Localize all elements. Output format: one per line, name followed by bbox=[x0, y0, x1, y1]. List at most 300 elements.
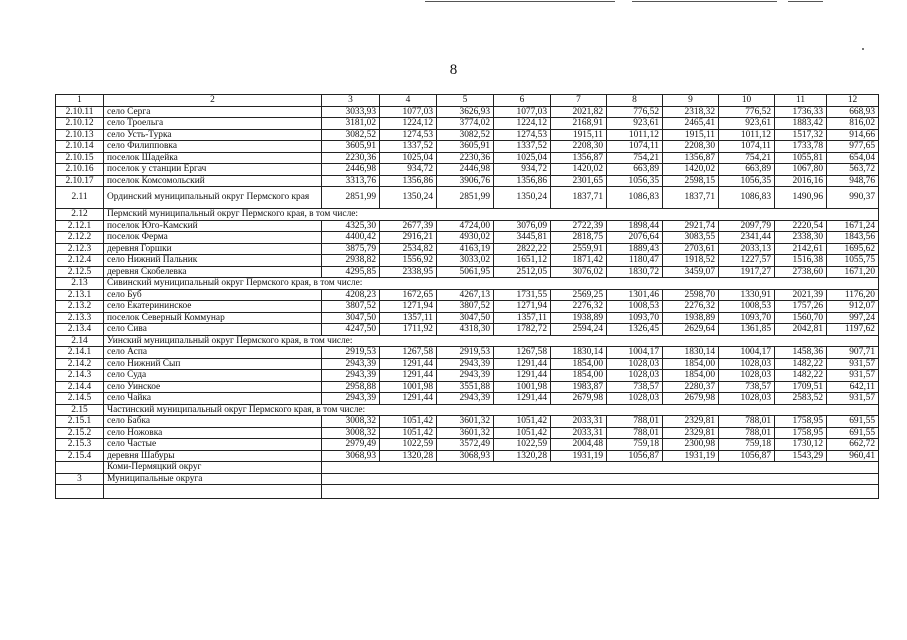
scan-speck bbox=[862, 48, 864, 50]
value-cell: 1093,70 bbox=[607, 312, 663, 324]
value-cell: 1056,35 bbox=[607, 175, 663, 187]
value-cell: 1274,53 bbox=[380, 129, 437, 141]
value-cell: 1837,71 bbox=[551, 187, 607, 209]
value-cell: 3774,02 bbox=[437, 118, 494, 130]
table-row bbox=[56, 187, 879, 209]
empty-cell bbox=[322, 473, 879, 485]
row-code: 2.13.1 bbox=[56, 289, 104, 301]
value-cell: 1051,42 bbox=[380, 416, 437, 428]
settlement-name: село Нижний Сып bbox=[104, 358, 322, 370]
table-row bbox=[56, 243, 879, 255]
value-cell: 1267,58 bbox=[380, 347, 437, 359]
settlement-name: село Буб bbox=[104, 289, 322, 301]
table-row bbox=[56, 450, 879, 462]
value-cell: 2230,36 bbox=[437, 152, 494, 164]
value-cell: 1918,52 bbox=[663, 255, 719, 267]
value-cell: 1022,59 bbox=[494, 439, 551, 451]
settlement-name: село Уинское bbox=[104, 381, 322, 393]
value-cell: 2142,61 bbox=[775, 243, 827, 255]
value-cell: 2943,39 bbox=[322, 358, 380, 370]
value-cell: 2338,30 bbox=[775, 232, 827, 244]
value-cell: 2818,75 bbox=[551, 232, 607, 244]
table-row bbox=[56, 324, 879, 336]
settlement-name: село Аспа bbox=[104, 347, 322, 359]
value-cell: 759,18 bbox=[719, 439, 775, 451]
value-cell: 990,37 bbox=[827, 187, 879, 209]
value-cell: 1898,44 bbox=[607, 220, 663, 232]
table-row bbox=[56, 301, 879, 313]
value-cell: 2033,31 bbox=[551, 427, 607, 439]
value-cell: 2208,30 bbox=[551, 141, 607, 153]
value-cell: 912,07 bbox=[827, 301, 879, 313]
value-cell: 2943,39 bbox=[437, 393, 494, 405]
table-row bbox=[56, 220, 879, 232]
value-cell: 3076,02 bbox=[551, 266, 607, 278]
value-cell: 2679,98 bbox=[551, 393, 607, 405]
value-cell: 1074,11 bbox=[607, 141, 663, 153]
value-cell: 1854,00 bbox=[551, 358, 607, 370]
value-cell: 1758,95 bbox=[775, 427, 827, 439]
value-cell: 2598,15 bbox=[663, 175, 719, 187]
table-row bbox=[56, 106, 879, 118]
value-cell: 1028,03 bbox=[719, 370, 775, 382]
value-cell: 1001,98 bbox=[380, 381, 437, 393]
value-cell: 1055,81 bbox=[775, 152, 827, 164]
row-code: 2.12.1 bbox=[56, 220, 104, 232]
value-cell: 2276,32 bbox=[663, 301, 719, 313]
column-header: 12 bbox=[827, 95, 879, 107]
table-row bbox=[56, 427, 879, 439]
value-cell: 934,72 bbox=[494, 164, 551, 176]
value-cell: 2722,39 bbox=[551, 220, 607, 232]
value-cell: 4318,30 bbox=[437, 324, 494, 336]
value-cell: 3033,02 bbox=[437, 255, 494, 267]
row-code: 2.10.12 bbox=[56, 118, 104, 130]
value-cell: 923,61 bbox=[607, 118, 663, 130]
value-cell: 788,01 bbox=[607, 416, 663, 428]
row-code: 2.14.1 bbox=[56, 347, 104, 359]
table-row bbox=[56, 255, 879, 267]
value-cell: 776,52 bbox=[607, 106, 663, 118]
value-cell: 2042,81 bbox=[775, 324, 827, 336]
value-cell: 1733,78 bbox=[775, 141, 827, 153]
column-header: 2 bbox=[104, 95, 322, 107]
value-cell: 1357,11 bbox=[494, 312, 551, 324]
value-cell: 1915,11 bbox=[663, 129, 719, 141]
value-cell: 1176,20 bbox=[827, 289, 879, 301]
value-cell: 776,52 bbox=[719, 106, 775, 118]
value-cell: 960,41 bbox=[827, 450, 879, 462]
value-cell: 931,57 bbox=[827, 393, 879, 405]
value-cell: 914,66 bbox=[827, 129, 879, 141]
table-row bbox=[56, 175, 879, 187]
value-cell: 2016,16 bbox=[775, 175, 827, 187]
value-cell: 1028,03 bbox=[719, 358, 775, 370]
row-code: 2.13.4 bbox=[56, 324, 104, 336]
value-cell: 2851,99 bbox=[322, 187, 380, 209]
value-cell: 2919,53 bbox=[322, 347, 380, 359]
value-cell: 3807,52 bbox=[322, 301, 380, 313]
value-cell: 4247,50 bbox=[322, 324, 380, 336]
value-cell: 2943,39 bbox=[322, 370, 380, 382]
value-cell: 2916,21 bbox=[380, 232, 437, 244]
row-code: 2.15.2 bbox=[56, 427, 104, 439]
table-row bbox=[56, 416, 879, 428]
row-code: 2.13.3 bbox=[56, 312, 104, 324]
value-cell: 691,55 bbox=[827, 416, 879, 428]
value-cell: 2301,65 bbox=[551, 175, 607, 187]
header-row bbox=[56, 95, 879, 107]
row-code: 2.12.3 bbox=[56, 243, 104, 255]
row-code: 2.14.4 bbox=[56, 381, 104, 393]
section-row bbox=[56, 278, 879, 290]
value-cell: 1915,11 bbox=[551, 129, 607, 141]
value-cell: 948,76 bbox=[827, 175, 879, 187]
value-cell: 1458,36 bbox=[775, 347, 827, 359]
value-cell: 662,72 bbox=[827, 439, 879, 451]
value-cell: 1350,24 bbox=[380, 187, 437, 209]
section-title: Пермский муниципальный округ Пермского края, в том числе: bbox=[104, 209, 879, 221]
value-cell: 3605,91 bbox=[437, 141, 494, 153]
table-row bbox=[56, 370, 879, 382]
value-cell: 1482,22 bbox=[775, 370, 827, 382]
row-code: 2.15.1 bbox=[56, 416, 104, 428]
value-cell: 2168,91 bbox=[551, 118, 607, 130]
value-cell: 1074,11 bbox=[719, 141, 775, 153]
value-cell: 1361,85 bbox=[719, 324, 775, 336]
value-cell: 1224,12 bbox=[494, 118, 551, 130]
value-cell: 738,57 bbox=[607, 381, 663, 393]
value-cell: 3008,32 bbox=[322, 427, 380, 439]
column-header: 10 bbox=[719, 95, 775, 107]
value-cell: 2979,49 bbox=[322, 439, 380, 451]
value-cell: 2677,39 bbox=[380, 220, 437, 232]
value-cell: 1356,87 bbox=[663, 152, 719, 164]
value-cell: 2318,32 bbox=[663, 106, 719, 118]
row-code: 2.13 bbox=[56, 278, 104, 290]
section-row bbox=[56, 209, 879, 221]
value-cell: 1695,62 bbox=[827, 243, 879, 255]
row-code: 2.14 bbox=[56, 335, 104, 347]
row-code: 2.10.11 bbox=[56, 106, 104, 118]
value-cell: 1356,86 bbox=[494, 175, 551, 187]
value-cell: 1227,57 bbox=[719, 255, 775, 267]
value-cell: 3445,81 bbox=[494, 232, 551, 244]
value-cell: 1197,62 bbox=[827, 324, 879, 336]
value-cell: 2465,41 bbox=[663, 118, 719, 130]
value-cell: 2921,74 bbox=[663, 220, 719, 232]
value-cell: 1028,03 bbox=[607, 393, 663, 405]
value-cell: 1077,03 bbox=[494, 106, 551, 118]
value-cell: 5061,95 bbox=[437, 266, 494, 278]
table-row bbox=[56, 266, 879, 278]
value-cell: 1025,04 bbox=[380, 152, 437, 164]
value-cell: 1854,00 bbox=[663, 370, 719, 382]
value-cell: 3551,88 bbox=[437, 381, 494, 393]
column-header: 7 bbox=[551, 95, 607, 107]
value-cell: 2300,98 bbox=[663, 439, 719, 451]
table-row bbox=[56, 141, 879, 153]
settlement-name: село Бабка bbox=[104, 416, 322, 428]
value-cell: 2097,79 bbox=[719, 220, 775, 232]
settlement-name: село Сива bbox=[104, 324, 322, 336]
value-cell: 1757,26 bbox=[775, 301, 827, 313]
value-cell: 1983,87 bbox=[551, 381, 607, 393]
value-cell: 931,57 bbox=[827, 370, 879, 382]
row-code: 2.12.2 bbox=[56, 232, 104, 244]
value-cell: 3068,93 bbox=[437, 450, 494, 462]
value-cell: 759,18 bbox=[607, 439, 663, 451]
value-cell: 1291,44 bbox=[494, 393, 551, 405]
value-cell: 3033,93 bbox=[322, 106, 380, 118]
value-cell: 1028,03 bbox=[607, 358, 663, 370]
value-cell: 2329,81 bbox=[663, 416, 719, 428]
settlement-name: поселок Ферма bbox=[104, 232, 322, 244]
value-cell: 663,89 bbox=[607, 164, 663, 176]
value-cell: 931,57 bbox=[827, 358, 879, 370]
value-cell: 1889,43 bbox=[607, 243, 663, 255]
row-code: 2.10.17 bbox=[56, 175, 104, 187]
value-cell: 2033,31 bbox=[551, 416, 607, 428]
heading-row bbox=[56, 462, 879, 474]
value-cell: 1028,03 bbox=[607, 370, 663, 382]
value-cell: 1301,46 bbox=[607, 289, 663, 301]
value-cell: 3906,76 bbox=[437, 175, 494, 187]
value-cell: 1560,70 bbox=[775, 312, 827, 324]
empty-cell bbox=[322, 462, 879, 474]
value-cell: 4295,85 bbox=[322, 266, 380, 278]
value-cell: 2943,39 bbox=[437, 358, 494, 370]
value-cell: 2004,48 bbox=[551, 439, 607, 451]
value-cell: 1830,72 bbox=[607, 266, 663, 278]
section-row bbox=[56, 335, 879, 347]
value-cell: 816,02 bbox=[827, 118, 879, 130]
value-cell: 3008,32 bbox=[322, 416, 380, 428]
settlement-name: поселок Шадейка bbox=[104, 152, 322, 164]
value-cell: 3601,32 bbox=[437, 416, 494, 428]
table-row bbox=[56, 232, 879, 244]
value-cell: 4400,42 bbox=[322, 232, 380, 244]
column-header: 6 bbox=[494, 95, 551, 107]
row-code: 2.15.3 bbox=[56, 439, 104, 451]
value-cell: 2559,91 bbox=[551, 243, 607, 255]
value-cell: 1671,24 bbox=[827, 220, 879, 232]
value-cell: 997,24 bbox=[827, 312, 879, 324]
value-cell: 2943,39 bbox=[322, 393, 380, 405]
value-cell: 1883,42 bbox=[775, 118, 827, 130]
value-cell: 1008,53 bbox=[607, 301, 663, 313]
value-cell: 1055,75 bbox=[827, 255, 879, 267]
value-cell: 2534,82 bbox=[380, 243, 437, 255]
value-cell: 1651,12 bbox=[494, 255, 551, 267]
value-cell: 1093,70 bbox=[719, 312, 775, 324]
value-cell: 3047,50 bbox=[437, 312, 494, 324]
value-cell: 934,72 bbox=[380, 164, 437, 176]
value-cell: 2851,99 bbox=[437, 187, 494, 209]
column-header: 8 bbox=[607, 95, 663, 107]
tariff-table bbox=[55, 94, 879, 499]
table-row bbox=[56, 312, 879, 324]
settlement-name: село Троельга bbox=[104, 118, 322, 130]
value-cell: 2021,39 bbox=[775, 289, 827, 301]
row-code: 2.14.3 bbox=[56, 370, 104, 382]
value-cell: 1001,98 bbox=[494, 381, 551, 393]
value-cell: 1420,02 bbox=[663, 164, 719, 176]
settlement-name: село Серга bbox=[104, 106, 322, 118]
column-header: 11 bbox=[775, 95, 827, 107]
row-code: 2.15.4 bbox=[56, 450, 104, 462]
value-cell: 1291,44 bbox=[380, 370, 437, 382]
settlement-name: деревня Горшки bbox=[104, 243, 322, 255]
value-cell: 691,55 bbox=[827, 427, 879, 439]
value-cell: 1917,27 bbox=[719, 266, 775, 278]
section-title: Уинский муниципальный округ Пермского края, в том числе: bbox=[104, 335, 879, 347]
value-cell: 2208,30 bbox=[663, 141, 719, 153]
value-cell: 2569,25 bbox=[551, 289, 607, 301]
value-cell: 3807,52 bbox=[437, 301, 494, 313]
value-cell: 1004,17 bbox=[719, 347, 775, 359]
value-cell: 1517,32 bbox=[775, 129, 827, 141]
value-cell: 1931,19 bbox=[663, 450, 719, 462]
column-header: 4 bbox=[380, 95, 437, 107]
value-cell: 4208,23 bbox=[322, 289, 380, 301]
value-cell: 2076,64 bbox=[607, 232, 663, 244]
row-code: 2.10.14 bbox=[56, 141, 104, 153]
value-cell: 2598,70 bbox=[663, 289, 719, 301]
value-cell: 1051,42 bbox=[494, 427, 551, 439]
value-cell: 1337,52 bbox=[380, 141, 437, 153]
value-cell: 1516,38 bbox=[775, 255, 827, 267]
value-cell: 2943,39 bbox=[437, 370, 494, 382]
table-row bbox=[56, 152, 879, 164]
settlement-name: село Нижний Пальник bbox=[104, 255, 322, 267]
row-code: 2.15 bbox=[56, 404, 104, 416]
page-number: 8 bbox=[449, 62, 458, 78]
column-header: 1 bbox=[56, 95, 104, 107]
settlement-name: поселок Юго-Камский bbox=[104, 220, 322, 232]
value-cell: 1004,17 bbox=[607, 347, 663, 359]
settlement-name: село Филипповка bbox=[104, 141, 322, 153]
value-cell: 1267,58 bbox=[494, 347, 551, 359]
scan-top-edge bbox=[0, 0, 907, 4]
value-cell: 2512,05 bbox=[494, 266, 551, 278]
value-cell: 1709,51 bbox=[775, 381, 827, 393]
value-cell: 1056,87 bbox=[719, 450, 775, 462]
value-cell: 2738,60 bbox=[775, 266, 827, 278]
row-code: 2.14.5 bbox=[56, 393, 104, 405]
value-cell: 907,71 bbox=[827, 347, 879, 359]
row-code bbox=[56, 462, 104, 474]
value-cell: 3047,50 bbox=[322, 312, 380, 324]
value-cell: 4267,13 bbox=[437, 289, 494, 301]
value-cell: 1830,14 bbox=[551, 347, 607, 359]
value-cell: 1736,33 bbox=[775, 106, 827, 118]
value-cell: 754,21 bbox=[607, 152, 663, 164]
table-row bbox=[56, 381, 879, 393]
value-cell: 2958,88 bbox=[322, 381, 380, 393]
value-cell: 1291,44 bbox=[380, 393, 437, 405]
value-cell: 977,65 bbox=[827, 141, 879, 153]
value-cell: 1180,47 bbox=[607, 255, 663, 267]
value-cell: 1056,35 bbox=[719, 175, 775, 187]
value-cell: 1337,52 bbox=[494, 141, 551, 153]
column-header: 5 bbox=[437, 95, 494, 107]
value-cell: 1356,87 bbox=[551, 152, 607, 164]
value-cell: 2341,44 bbox=[719, 232, 775, 244]
table-row bbox=[56, 289, 879, 301]
value-cell: 754,21 bbox=[719, 152, 775, 164]
value-cell: 1067,80 bbox=[775, 164, 827, 176]
column-header: 9 bbox=[663, 95, 719, 107]
table-row bbox=[56, 358, 879, 370]
value-cell: 3605,91 bbox=[322, 141, 380, 153]
value-cell: 1420,02 bbox=[551, 164, 607, 176]
value-cell: 1854,00 bbox=[663, 358, 719, 370]
value-cell: 1274,53 bbox=[494, 129, 551, 141]
value-cell: 1830,14 bbox=[663, 347, 719, 359]
table-row bbox=[56, 129, 879, 141]
value-cell: 923,61 bbox=[719, 118, 775, 130]
value-cell: 3082,52 bbox=[437, 129, 494, 141]
value-cell: 1056,87 bbox=[607, 450, 663, 462]
value-cell: 4163,19 bbox=[437, 243, 494, 255]
table-row bbox=[56, 347, 879, 359]
value-cell: 738,57 bbox=[719, 381, 775, 393]
value-cell: 4930,02 bbox=[437, 232, 494, 244]
empty-cell bbox=[322, 485, 879, 499]
value-cell: 1730,12 bbox=[775, 439, 827, 451]
value-cell: 1672,65 bbox=[380, 289, 437, 301]
section-row bbox=[56, 404, 879, 416]
table-row bbox=[56, 439, 879, 451]
value-cell: 1051,42 bbox=[380, 427, 437, 439]
section-title: Частинский муниципальный округ Пермского края, в том числе: bbox=[104, 404, 879, 416]
value-cell: 2679,98 bbox=[663, 393, 719, 405]
settlement-name: Ординский муниципальный округ Пермского края bbox=[104, 187, 322, 209]
value-cell: 1931,19 bbox=[551, 450, 607, 462]
value-cell: 654,04 bbox=[827, 152, 879, 164]
value-cell: 1011,12 bbox=[719, 129, 775, 141]
value-cell: 788,01 bbox=[607, 427, 663, 439]
value-cell: 1556,92 bbox=[380, 255, 437, 267]
settlement-name: поселок Комсомольский bbox=[104, 175, 322, 187]
value-cell: 1011,12 bbox=[607, 129, 663, 141]
value-cell: 1291,44 bbox=[494, 358, 551, 370]
heading-title: Коми-Пермяцкий округ bbox=[104, 462, 322, 474]
section-title: Сивинский муниципальный округ Пермского края, в том числе: bbox=[104, 278, 879, 290]
value-cell: 3082,52 bbox=[322, 129, 380, 141]
value-cell: 1543,29 bbox=[775, 450, 827, 462]
value-cell: 2629,64 bbox=[663, 324, 719, 336]
value-cell: 4724,00 bbox=[437, 220, 494, 232]
value-cell: 3181,02 bbox=[322, 118, 380, 130]
settlement-name: село Частые bbox=[104, 439, 322, 451]
column-header: 3 bbox=[322, 95, 380, 107]
value-cell: 1356,86 bbox=[380, 175, 437, 187]
value-cell: 1782,72 bbox=[494, 324, 551, 336]
value-cell: 3076,09 bbox=[494, 220, 551, 232]
value-cell: 3459,07 bbox=[663, 266, 719, 278]
row-code: 2.10.15 bbox=[56, 152, 104, 164]
value-cell: 1350,24 bbox=[494, 187, 551, 209]
value-cell: 1938,89 bbox=[551, 312, 607, 324]
value-cell: 2276,32 bbox=[551, 301, 607, 313]
value-cell: 2583,52 bbox=[775, 393, 827, 405]
value-cell: 2280,37 bbox=[663, 381, 719, 393]
value-cell: 2446,98 bbox=[437, 164, 494, 176]
row-code: 2.12 bbox=[56, 209, 104, 221]
table-row bbox=[56, 393, 879, 405]
